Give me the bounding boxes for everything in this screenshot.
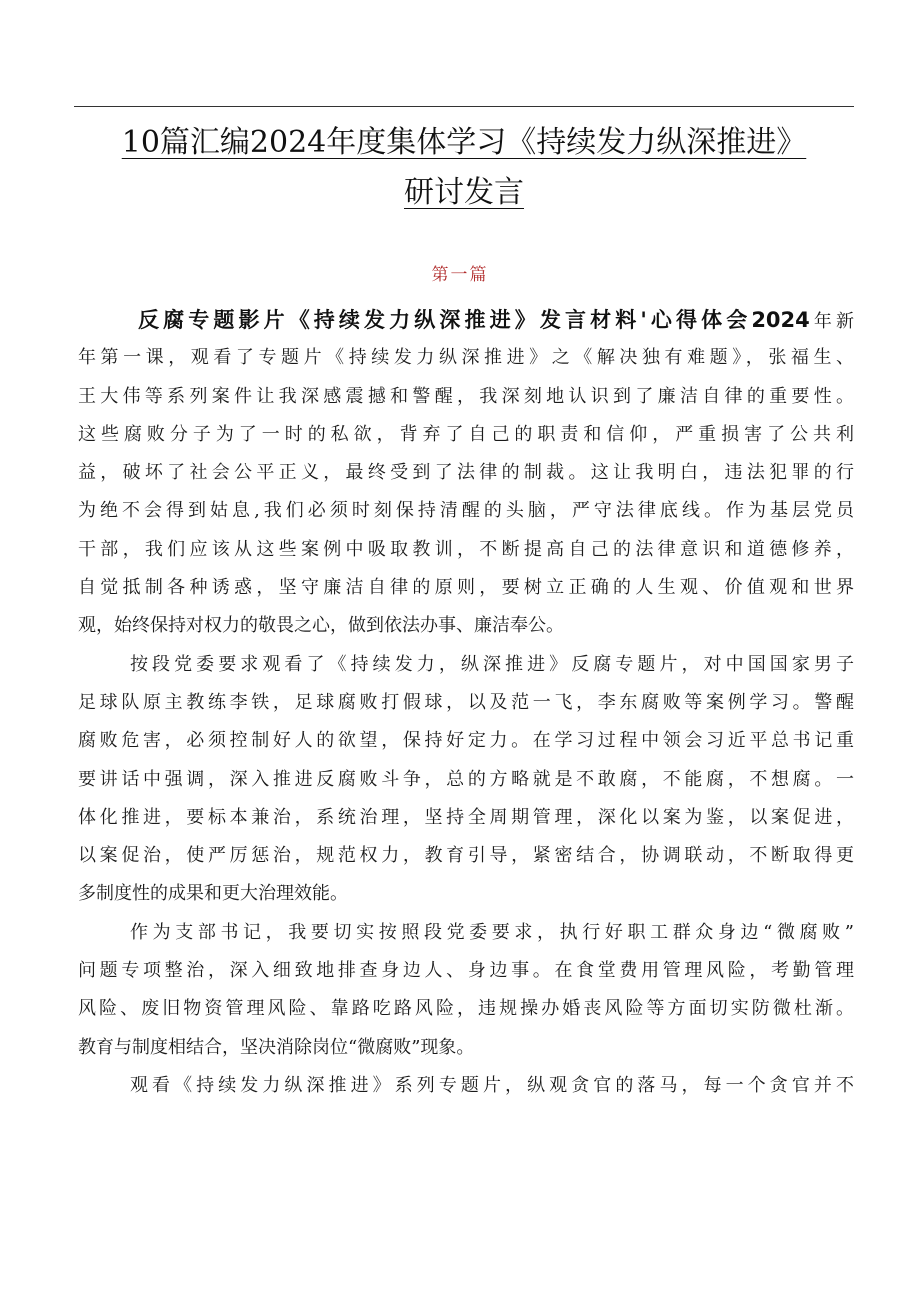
body-line: 要讲话中强调，深入推进反腐败斗争，总的方略就是不敢腐，不能腐，不想腐。一 [78,768,854,790]
body-line: 王大伟等系列案件让我深感震撼和警醒，我深刻地认识到了廉洁自律的重要性。 [78,385,854,407]
section-label: 第一篇 [431,265,489,285]
body-line: 教育与制度相结合，坚决消除岗位“微腐败”现象。 [78,1036,475,1058]
body-line: 以案促治，使严厉惩治，规范权力，教育引导，紧密结合，协调联动，不断取得更 [78,845,854,867]
body-line: 足球队原主教练李铁，足球腐败打假球，以及范一飞，李东腐败等案例学习。警醒 [78,691,854,713]
body-line: 体化推进，要标本兼治，系统治理，坚持全周期管理，深化以案为鉴，以案促进， [78,806,854,828]
body-line: 益，破坏了社会公平正义，最终受到了法律的制裁。这让我明白，违法犯罪的行 [78,462,854,484]
document-title [74,118,854,218]
body-line: 问题专项整治，深入细致地排查身边人、身边事。在食堂费用管理风险，考勤管理 [78,960,854,982]
body-line [78,301,854,339]
body-line: 按段党委要求观看了《持续发力，纵深推进》反腐专题片，对中国国家男子 [130,653,854,675]
body-line: 多制度性的成果和更大治理效能。 [78,883,348,905]
body-line: 年第一课，观看了专题片《持续发力纵深推进》之《解决独有难题》，张福生、 [78,347,854,369]
body-line: 自觉抵制各种诱惑，坚守廉洁自律的原则，要树立正确的人生观、价值观和世界 [78,577,854,599]
title-line-2: 研讨发言 [404,175,524,210]
body-line: 腐败危害，必须控制好人的欲望，保持好定力。在学习过程中领会习近平总书记重 [78,730,854,752]
header-rule [74,106,854,107]
body-line: 为绝不会得到姑息,我们必须时刻保持清醒的头脑，严守法律底线。作为基层党员 [78,500,854,522]
title-line-1: 10篇汇编2024年度集体学习《持续发力纵深推进》 [121,125,807,160]
body-line: 这些腐败分子为了一时的私欲，背弃了自己的职责和信仰，严重损害了公共利 [78,423,854,445]
body-line: 观看《持续发力纵深推进》系列专题片，纵观贪官的落马，每一个贪官并不 [130,1074,854,1096]
headline: 反腐专题影片《持续发力纵深推进》发言材料'心得体会2024 [138,308,810,332]
body-line: 作为支部书记，我要切实按照段党委要求，执行好职工群众身边“微腐败” [130,921,854,943]
body-text: 年新 [809,311,854,332]
body-line: 干部，我们应该从这些案例中吸取教训，不断提高自己的法律意识和道德修养， [78,538,854,560]
document-body [78,301,854,1105]
body-line: 观，始终保持对权力的敬畏之心，做到依法办事、廉洁奉公。 [78,615,564,637]
body-line: 风险、废旧物资管理风险、靠路吃路风险，违规操办婚丧风险等方面切实防微杜渐。 [78,998,854,1020]
